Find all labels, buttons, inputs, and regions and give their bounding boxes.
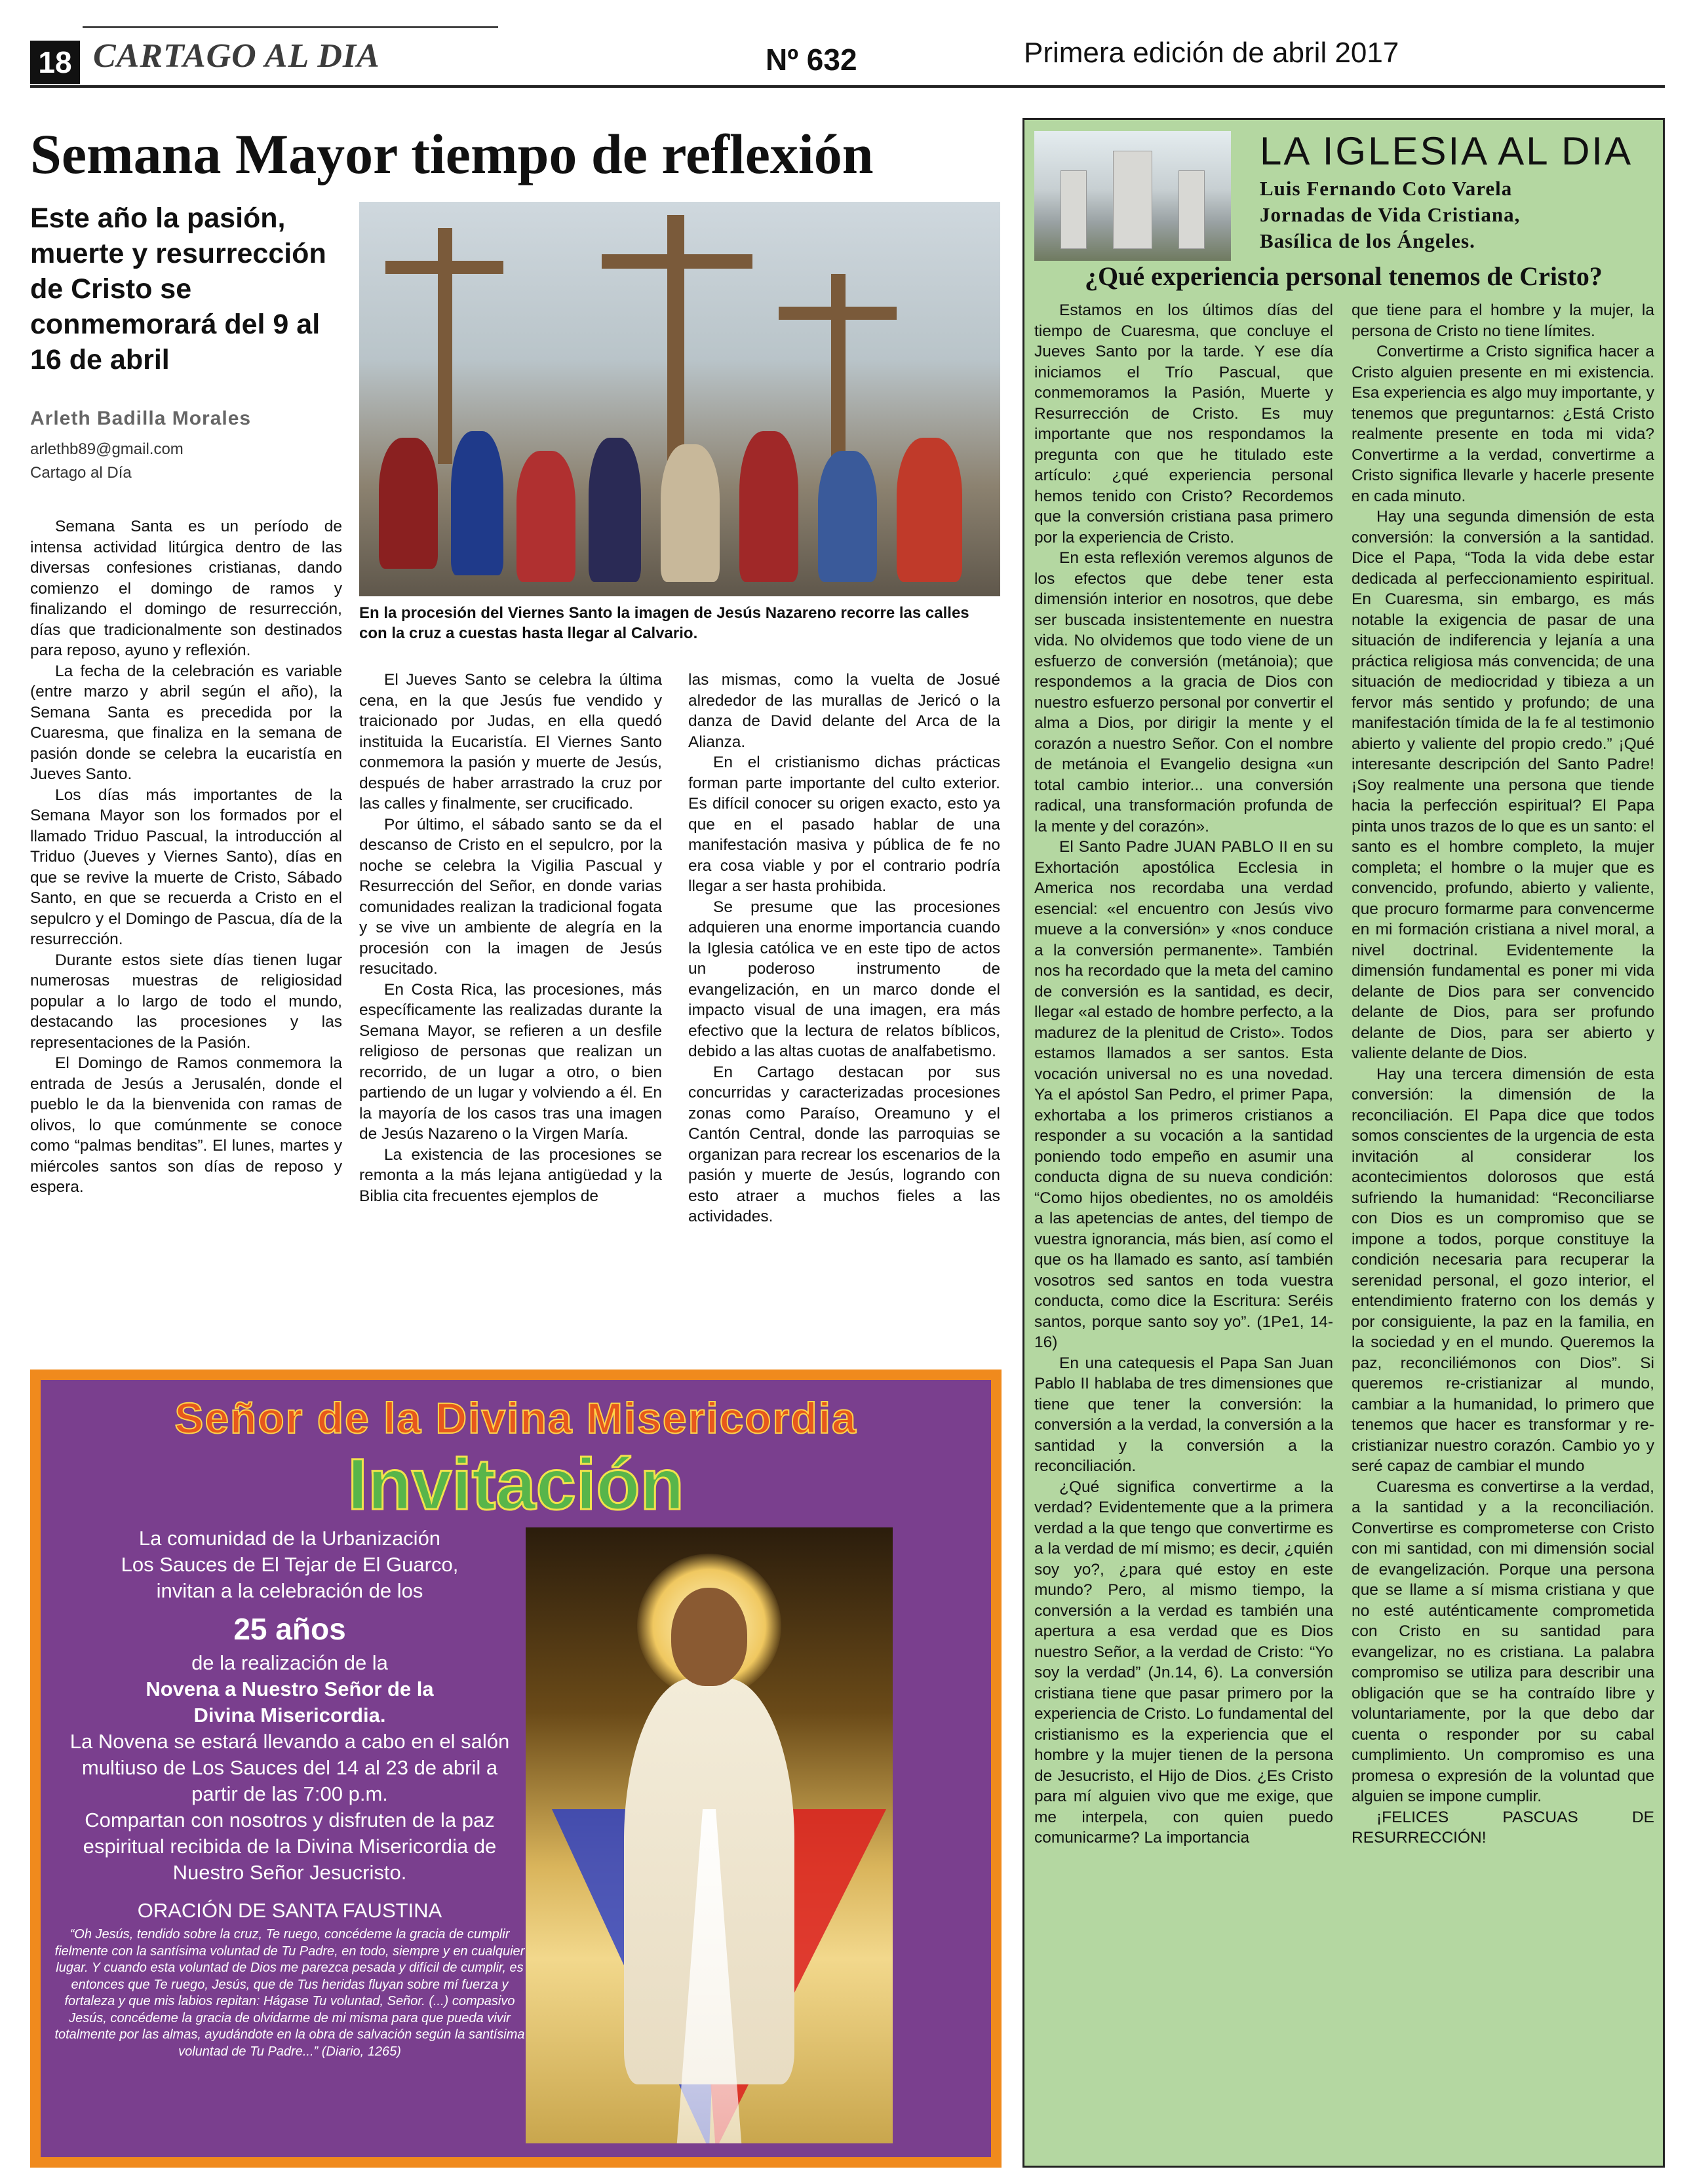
procession-photo bbox=[359, 202, 1000, 596]
ad-line: Compartan con nosotros y disfruten de la paz bbox=[85, 1809, 495, 1831]
paragraph: Convertirme a Cristo significa hacer a Cristo alguien presente en mi existencia. Esa experiencia es algo muy importante, y tenemos que preguntarnos: ¿Está Cristo realmente presente en toda mi vida? Convertirme a la verdad, convertirme a Cristo significa llevarle y hacerle presente en cada minuto. bbox=[1352, 343, 1654, 505]
paragraph: ¡FELICES PASCUAS DE RESURRECCIÓN! bbox=[1352, 1808, 1654, 1847]
ad-years: 25 años bbox=[233, 1612, 346, 1646]
edition-date: Primera edición de abril 2017 bbox=[1024, 37, 1399, 69]
ad-line: partir de las 7:00 p.m. bbox=[191, 1782, 388, 1805]
paragraph: El Domingo de Ramos conmemora la entrada de Jesús a Jerusalén, donde el pueblo le da la bienvenida con ramas de olivos, lo que comúnmente se conoce como “palmas benditas”. El lunes, martes y miércoles santos son días de reposo y espera. bbox=[30, 1054, 342, 1196]
paragraph: Hay una segunda dimensión de esta conversión: la conversión a la santidad. Dice el Papa, “Toda la vida debe estar dedicada al perfeccionamiento espiritual. En Cuaresma, sin embargo, es más notable la exigencia de pasar de una situación de indiferencia y lejanía a una práctica religiosa más convencida; de una situación de mediocridad y tibieza a un fervor más sentido y profundo; de una manifestación tímida de la fe al testimonio abierto y valiente del propio credo.” ¡Qué interesante descripción del Santo Padre! ¡Soy realmente una persona que tiende hacia la perfección espiritual? El Papa pinta unos trazos de lo que es un santo: el santo es el hombre completo, la mujer completa; el hombre o la mujer que es convencido, profundo, abierto y valiente, que procuro formarme para convencerme en mi formación cristiana a nivel moral, a nivel doctrinal. Evidentemente la dimensión fundamental es poner mi vida delante de Dios para ser convencido delante de Dios, para ser profundo delante de Dios, para ser abierto y valiente delante de Dios. bbox=[1352, 508, 1654, 1062]
column-byline bbox=[1260, 176, 1653, 254]
paragraph: En esta reflexión veremos algunos de los efectos que debe tener esta dimensión interior en nosotros, que debe ser buscada insistentemente en nuestra vida. No olvidemos que todo viene de un esfuerzo de conversión (metánoia); que respondemos a la gracia de Dios con nuestro esfuerzo personal por convertir el alma a Dios, por dirigir la mente y el corazón a nuestro Señor. Con el nombre de metánoia el Evangelio designa «un total cambio interior... una conversión radical, una transformación profunda de la mente y del corazón». bbox=[1034, 549, 1333, 835]
paragraph: Hay una tercera dimensión de esta conversión: la dimensión de la reconciliación. El Papa dice que todos somos conscientes de la urgencia de esta invitación al considerar los acontecimientos dolorosos que está sufriendo la humanidad: “Reconciliarse con Dios es un compromiso que se impone a todos, porque constituye la condición necesaria para recuperar la serenidad personal, el gozo interior, el entendimiento fraterno con los demás y por consiguiente, la paz en la familia, en la sociedad y en el mundo. Queremos la paz, reconciliémonos con Dios”. Si queremos re-cristianizar al mundo, cambiar a la humanidad, lo primero que tenemos que hacer es transformar y re-cristianizar nuestro corazón. Cambio yo y seré capaz de cambiar el mundo bbox=[1352, 1065, 1654, 1475]
issue-number: Nº 632 bbox=[766, 43, 857, 77]
paragraph: El Jueves Santo se celebra la última cena, en la que Jesús fue vendido y traicionado por Judas, en ella quedó instituida la Eucaristía. El Viernes Santo conmemora la pasión y muerte de Jesús, después de haber arrastrado la cruz por las calles y finalmente, ser crucificado. bbox=[359, 671, 662, 813]
ad-intro-line: invitan a la celebración de los bbox=[156, 1579, 423, 1602]
article-author: Arleth Badilla Morales bbox=[30, 408, 252, 429]
newspaper-masthead: CARTAGO AL DIA bbox=[93, 37, 380, 75]
paragraph: En el cristianismo dichas prácticas forman parte importante del culto exterior. Es difícil conocer su origen exacto, esto ya que en el pasado hablar de una manifestación masiva y pública de fe no era cosa viable y por el contrario podría llegar a ser hasta prohibida. bbox=[688, 754, 1000, 895]
paragraph: En Costa Rica, las procesiones, más específicamente las realizadas durante la Semana Mayor, se refieren a un desfile religioso de personas que realizan un recorrido, de un lugar a otro, o bien partiendo de un lugar y volviendo a él. En la mayoría de los casos tras una imagen de Jesús Nazareno o la Virgen María. bbox=[359, 980, 662, 1143]
ad-line: de la realización de la bbox=[191, 1651, 388, 1674]
ad-invitation-heading: Invitación bbox=[347, 1444, 684, 1525]
article-column-3 bbox=[688, 670, 1000, 1227]
ad-line-novena: Divina Misericordia. bbox=[193, 1704, 386, 1727]
divine-mercy-image bbox=[526, 1527, 893, 2143]
ad-intro bbox=[41, 1525, 539, 1604]
ad-line: espiritual recibida de la Divina Misericordia de bbox=[83, 1835, 497, 1858]
paragraph: que tiene para el hombre y la mujer, la persona de Cristo no tiene límites. bbox=[1352, 301, 1654, 340]
paragraph: En una catequesis el Papa San Juan Pablo II hablaba de tres dimensiones que tiene que tener la conversión: la conversión a la verdad, la conversión a la santidad y la conversión a la reconciliación. bbox=[1034, 1354, 1333, 1475]
paragraph: Durante estos siete días tienen lugar numerosas muestras de religiosidad popular a lo largo de todo el mundo, destacando las procesiones y las representaciones de la Pasión. bbox=[30, 951, 342, 1052]
paragraph: Cuaresma es convertirse a la verdad, a la santidad y a la reconciliación. Convertirse es comprometerse con Cristo con mi santidad, con mi dimensión social de evangelización. Porque una persona que se llame a sí misma cristiana y que no esté auténticamente comprometida con Cristo en su santidad para evangelizar, no es cristiana. La palabra compromiso se utiliza para describir una obligación que se ha contraído libre y voluntariamente, por la que debo dar cuenta o responder por su cabal cumplimiento. Un compromiso es una promesa o expresión de la voluntad que alguien se impone cumplir. bbox=[1352, 1478, 1654, 1805]
paragraph: Se presume que las procesiones adquieren una enorme importancia cuando la Iglesia católica ve en este tipo de actos un poderoso instrumento de evangelización, en un marco donde el impacto visual de una imagen, era más efectivo que la lectura de relatos bíblicos, debido a las altas cuotas de analfabetismo. bbox=[688, 898, 1000, 1060]
prayer-title: ORACIÓN DE SANTA FAUSTINA bbox=[137, 1899, 442, 1922]
head bbox=[671, 1588, 747, 1686]
byline-name: Luis Fernando Coto Varela bbox=[1260, 177, 1513, 200]
divine-mercy-ad bbox=[41, 1380, 991, 2157]
paragraph: Estamos en los últimos días del tiempo de Cuaresma, que concluye el Jueves Santo por la tarde. Y ese día iniciamos el Trío Pascual, que conmemoramos la Pasión, Muerte y Resurrección de Cristo. Es muy importante que nos respondamos la pregunta con que he titulado este artículo: ¿qué experiencia personal hemos tenido con Cristo? Recordemos que la conversión cristiana pasa primero por la experiencia de Cristo. bbox=[1034, 301, 1333, 546]
paragraph: La existencia de las procesiones se remonta a la más lejana antigüedad y la Biblia cita frecuentes ejemplos de bbox=[359, 1145, 662, 1205]
ad-title: Señor de la Divina Misericordia bbox=[174, 1394, 857, 1442]
column-heading: ¿Qué experiencia personal tenemos de Cristo? bbox=[1085, 261, 1603, 291]
paragraph: En Cartago destacan por sus concurridas y caracterizadas procesiones zonas como Paraíso, Oreamuno y el Cantón Central, donde las parroquias se organizan para recrear los escenarios de la pasión y muerte de Jesús, logrando con esto atraer a muchos fieles a las actividades. bbox=[688, 1063, 1000, 1225]
byline-org: Jornadas de Vida Cristiana, bbox=[1260, 203, 1521, 226]
paragraph: El Santo Padre JUAN PABLO II en su Exhortación apostólica Ecclesia in America nos recordaba una verdad esencial: «el encuentro con Jesús vivo mueve a la conversión» y «nos conduce a la conversión permanente». También nos ha recordado que la meta del camino de conversión es la santidad, es decir, llegar «al estado de hombre perfecto, a la madurez de la plenitud de Cristo». Todos estamos llamados a ser santos. Esta vocación universal no es una novedad. Ya el apóstol San Pedro, el primer Papa, exhortaba a los primeros cristianos a responder a su vocación a la santidad poniendo todo empeño en asumir una conducta digna de su nueva condición: “Como hijos obedientes, no os amoldéis a las apetencias de antes, del tiempo de vuestra ignorancia, más bien, así como el que os ha llamado es santo, así también vosotros sed santos en toda vuestra conducta, como dice la Escritura: Seréis santos, porque santo soy yo”. (1Pe1, 14-16) bbox=[1034, 838, 1333, 1351]
byline-place: Basílica de los Ángeles. bbox=[1260, 229, 1475, 252]
column-title: LA IGLESIA AL DIA bbox=[1260, 129, 1633, 173]
ad-details bbox=[41, 1650, 539, 1886]
paragraph: La fecha de la celebración es variable (entre marzo y abril según el año), la Semana Santa es precedida por la Cuaresma, que finaliza en la semana de pasión donde se celebra la eucaristía en Jueves Santo. bbox=[30, 662, 342, 783]
header-rule bbox=[30, 85, 1665, 88]
photo-caption: En la procesión del Viernes Santo la imagen de Jesús Nazareno recorre las calles con la cruz a cuestas hasta llegar al Calvario. bbox=[359, 604, 969, 642]
paragraph: Semana Santa es un período de intensa actividad litúrgica dentro de las diversas confesiones cristianas, dando comienzo el domingo de ramos y finalizando el domingo de resurrección, días que tradicionalmente son destinados para reposo, ayuno y reflexión. bbox=[30, 518, 342, 659]
prayer-text: “Oh Jesús, tendido sobre la cruz, Te ruego, concédeme la gracia de cumplir fielmente con la santísima voluntad de Tu Padre, en todo, siempre y en cualquier lugar. Y cuando esta voluntad de Dios me parezca pesada y difícil de cumplir, es entonces que Te ruego, Jesús, que de Tus heridas fluyan sobre mí fuerza y fortaleza y que mis labios repitan: Hágase Tu voluntad, Señor. (...) compasivo Jesús, concédeme la gracia de olvidarme de mi misma para que pueda vivir totalmente por las almas, ayudándote en la obra de salvación según la santísima voluntad de Tu Padre...” (Diario, 1265) bbox=[54, 1927, 525, 2059]
ad-line-novena: Novena a Nuestro Señor de la bbox=[146, 1677, 434, 1700]
paragraph: Los días más importantes de la Semana Mayor son los formados por el llamado Triduo Pascual, la introducción al Triduo (Jueves y Viernes Santo), días en que se revive la muerte de Cristo, Sábado Santo, en que se recuerda a Cristo en el sepulcro y el Domingo de Pascua, día de la resurrección. bbox=[30, 786, 342, 948]
basilica-photo bbox=[1034, 131, 1231, 261]
ad-line: Nuestro Señor Jesucristo. bbox=[172, 1861, 407, 1884]
author-outlet: Cartago al Día bbox=[30, 464, 132, 482]
ad-intro-line: La comunidad de la Urbanización bbox=[138, 1527, 441, 1550]
paragraph: las mismas, como la vuelta de Josué alrededor de las murallas de Jericó o la danza de David delante del Arca de la Alianza. bbox=[688, 671, 1000, 751]
article-deck: Este año la pasión, muerte y resurrección de Cristo se conmemorará del 9 al 16 de abril bbox=[30, 202, 326, 375]
paragraph: ¿Qué significa convertirme a la verdad? Evidentemente que a la primera verdad a la que tengo que convertirme es a la verdad de mí mismo; es decir, ¿quién soy yo?, ¿para qué estoy en este mundo? Pero, al mismo tiempo, la conversión a la verdad es también una apertura a esa verdad que es Dios nuestro Señor, a la verdad de Cristo: “Yo soy la verdad” (Jn.14, 6). La conversión cristiana tiene que pasar primero por la experiencia de Cristo. Lo fundamental del cristianismo es la experiencia que el hombre y la mujer tienen de la persona de Jesucristo, el Hijo de Dios. ¿Es Cristo para mí alguien vivo que me exige, que me interpela, con quien puedo comunicarme? La importancia bbox=[1034, 1478, 1333, 1847]
article-column-1 bbox=[30, 516, 342, 1198]
column-box-text-1 bbox=[1034, 300, 1333, 1849]
paragraph: Por último, el sábado santo se da el descanso de Cristo en el sepulcro, por la noche se celebra la Vigilia Pascual y Resurrección del Señor, en donde varias comunidades realizan la tradicional fogata y se vive un ambiente de alegría en la procesión con la imagen de Jesús resucitado. bbox=[359, 815, 662, 978]
ad-line: La Novena se estará llevando a cabo en el salón bbox=[69, 1730, 510, 1753]
article-headline: Semana Mayor tiempo de reflexión bbox=[30, 123, 874, 185]
masthead-top-rule bbox=[83, 26, 498, 28]
page-number: 18 bbox=[30, 41, 80, 84]
ad-intro-line: Los Sauces de El Tejar de El Guarco, bbox=[121, 1553, 459, 1576]
column-box-text-2 bbox=[1352, 300, 1654, 1849]
ad-line: multiuso de Los Sauces del 14 al 23 de abril a bbox=[81, 1756, 498, 1779]
article-column-2 bbox=[359, 670, 662, 1206]
author-email: arlethb89@gmail.com bbox=[30, 440, 184, 458]
